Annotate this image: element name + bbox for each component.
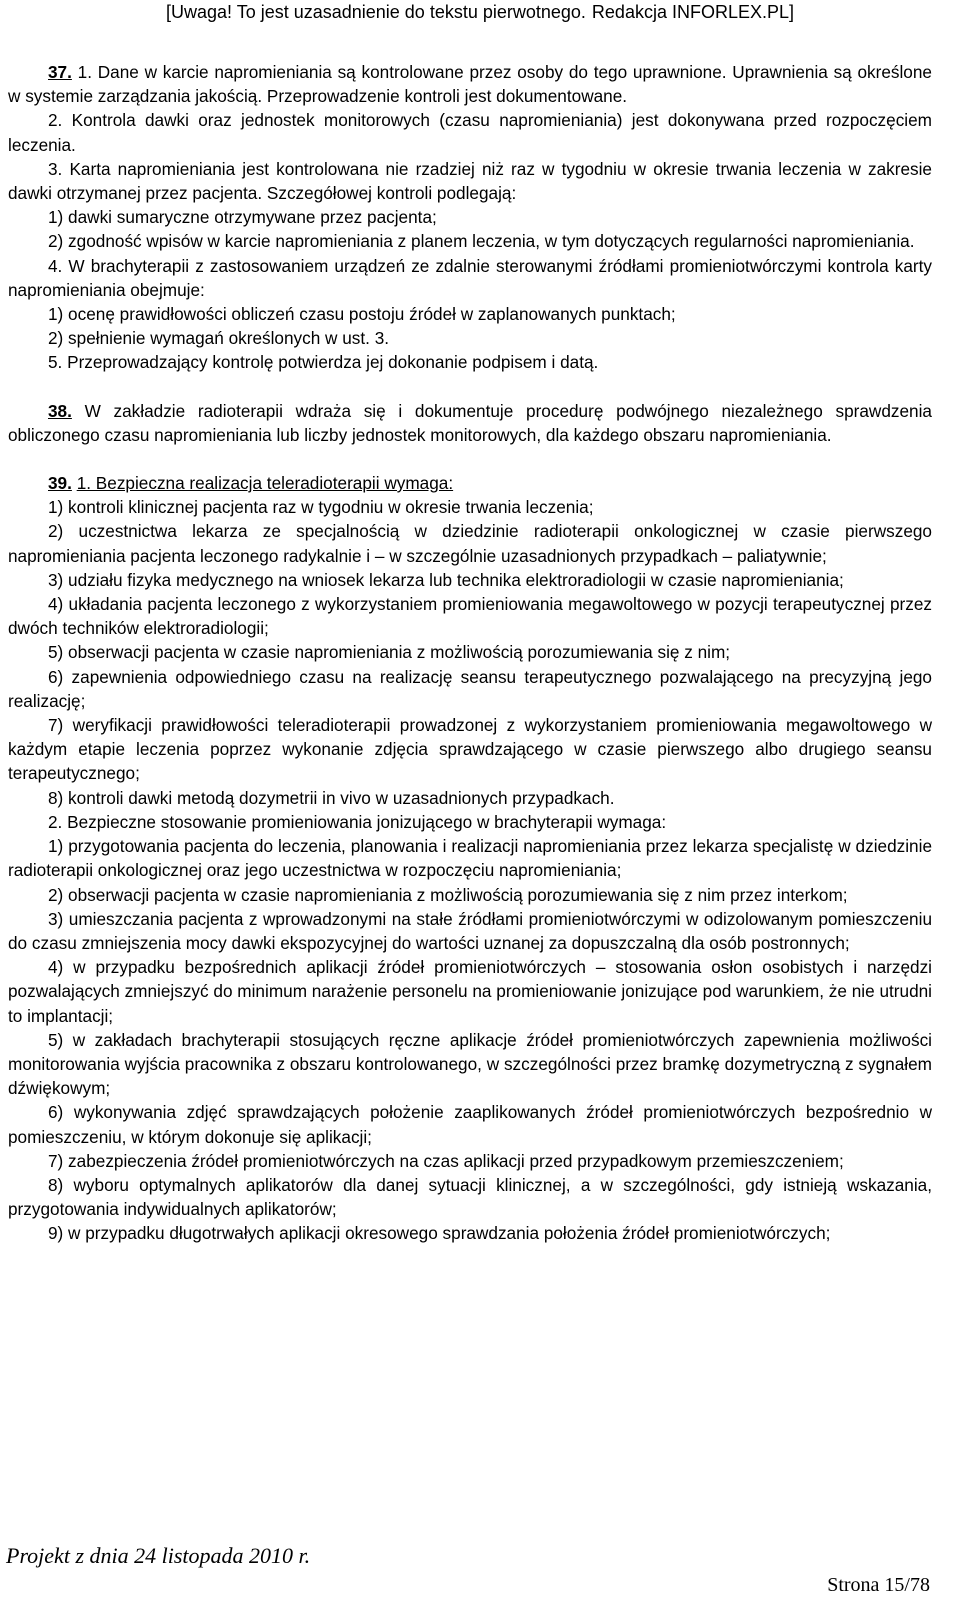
document-body	[8, 60, 932, 1246]
section-39-number: 39.	[48, 473, 72, 494]
list-item: 3) umieszczania pacjenta z wprowadzonymi na stałe źródłami promieniotwórczymi w odizolowanym pomieszczeniu do czasu zmniejszenia mocy dawki ekspozycyjnej do wartości uznanej za dopuszczalną dla osób postronnych;	[8, 908, 932, 953]
section-39-para-2-list	[8, 834, 932, 1245]
list-item: 4) w przypadku bezpośrednich aplikacji źródeł promieniotwórczych – stosowania osłon osobistych i narzędzi pozwalających zmniejszyć do minimum narażenie personelu na promieniowanie jonizujące pod warunkiem, że nie utrudni to implantacji;	[8, 957, 932, 1026]
spacer	[8, 447, 932, 471]
list-item: 5) w zakładach brachyterapii stosujących ręczne aplikacje źródeł promieniotwórczych zapewnienia możliwości monitorowania wyjścia pracownika z obszaru kontrolowanego, w szczególności przez bramkę dozymetryczną z sygnałem dźwiękowym;	[8, 1029, 932, 1099]
section-37-para-3-list	[8, 205, 932, 253]
section-37-para-2: 2. Kontrola dawki oraz jednostek monitorowych (czasu napromieniania) jest dokonywana przed rozpoczęciem leczenia.	[8, 110, 932, 155]
list-item: 4) układania pacjenta leczonego z wykorzystaniem promieniowania megawoltowego w pozycji terapeutycznej przez dwóch techników elektroradiologii;	[8, 594, 932, 639]
list-item: 5) obserwacji pacjenta w czasie napromieniania z możliwością porozumiewania się z nim;	[48, 642, 731, 663]
section-38-para	[8, 399, 932, 447]
list-item: 9) w przypadku długotrwałych aplikacji okresowego sprawdzania położenia źródeł promieniotwórczych;	[48, 1223, 831, 1244]
list-item: 2) obserwacji pacjenta w czasie napromieniania z możliwością porozumiewania się z nim przez interkom;	[48, 884, 848, 905]
list-item: 7) zabezpieczenia źródeł promieniotwórczych na czas aplikacji przed przypadkowym przemieszczeniem;	[48, 1150, 844, 1171]
list-item: 6) zapewnienia odpowiedniego czasu na realizację seansu terapeutycznego pozwalającego na precyzyjną jego realizację;	[8, 666, 932, 711]
section-39-para-2: 2. Bezpieczne stosowanie promieniowania jonizującego w brachyterapii wymaga:	[48, 811, 667, 832]
list-item: 1) ocenę prawidłowości obliczeń czasu postoju źródeł w zaplanowanych punktach;	[48, 304, 676, 325]
section-37-text-1: 1. Dane w karcie napromieniania są kontrolowane przez osoby do tego uprawnione. Uprawnienia są określone w systemie zarządzania jakością. Przeprowadzenie kontroli jest dokumentowane.	[8, 62, 932, 107]
list-item: 3) udziału fizyka medycznego na wniosek lekarza lub technika elektroradiologii w czasie napromieniania;	[48, 569, 844, 590]
section-39-intro-1: 1. Bezpieczna realizacja teleradioterapii wymaga:	[76, 473, 454, 494]
list-item: 1) kontroli klinicznej pacjenta raz w tygodniu w okresie trwania leczenia;	[48, 497, 594, 518]
section-39-para-1	[8, 471, 932, 495]
section-38-text: W zakładzie radioterapii wdraża się i dokumentuje procedurę podwójnego niezależnego sprawdzenia obliczonego czasu napromieniania lub liczby jednostek monitorowych, dla każdego obszaru napromieniania.	[8, 400, 932, 445]
list-item: 7) weryfikacji prawidłowości teleradioterapii prowadzonej z wykorzystaniem promieniowania megawoltowego w każdym etapie leczenia poprzez wykonanie zdjęcia sprawdzającego w czasie pierwszego albo drugiego seansu terapeutycznego;	[8, 715, 932, 784]
section-37-number: 37.	[48, 62, 72, 82]
section-37-para-4: 4. W brachyterapii z zastosowaniem urządzeń ze zdalnie sterowanymi źródłami promieniotwórczymi kontrola karty napromieniania obejmuje:	[8, 255, 932, 300]
list-item: 1) dawki sumaryczne otrzymywane przez pacjenta;	[48, 207, 437, 228]
page-number: Strona 15/78	[827, 1574, 930, 1596]
section-37-para-5: 5. Przeprowadzający kontrolę potwierdza jej dokonanie podpisem i datą.	[48, 352, 599, 373]
list-item: 6) wykonywania zdjęć sprawdzających położenie zaaplikowanych źródeł promieniotwórczych bezpośrednio w pomieszczeniu, w którym dokonuje się aplikacji;	[8, 1102, 932, 1147]
list-item: 2) zgodność wpisów w karcie napromieniania z planem leczenia, w tym dotyczących regularności napromieniania.	[48, 231, 915, 252]
section-37-para-4-list	[8, 302, 932, 350]
section-38-number: 38.	[48, 400, 72, 421]
header-source: Redakcja INFORLEX.PL]	[591, 2, 794, 22]
list-item: 2) uczestnictwa lekarza ze specjalnością w dziedzinie radioterapii onkologicznej w czasie pierwszego napromieniania pacjenta leczonego radykalnie i – w szczególnie uzasadnionych przypadkach – paliatywnie;	[8, 521, 932, 566]
header-note: [Uwaga! To jest uzasadnienie do tekstu pierwotnego.	[165, 2, 586, 22]
list-item: 2) spełnienie wymagań określonych w ust. 3.	[48, 328, 390, 349]
page-header	[0, 2, 960, 23]
spacer	[8, 375, 932, 399]
section-37-para-1	[8, 60, 932, 108]
list-item: 8) wyboru optymalnych aplikatorów dla danej sytuacji klinicznej, a w szczególności, gdy istnieją wskazania, przygotowania indywidualnych aplikatorów;	[8, 1174, 932, 1220]
list-item: 1) przygotowania pacjenta do leczenia, planowania i realizacji napromieniania przez lekarza specjalistę w dziedzinie radioterapii onkologicznej oraz jego uczestnictwa w rozpoczęciu napromieniania;	[8, 836, 932, 881]
section-39-para-1-list	[8, 495, 932, 810]
draft-date: Projekt z dnia 24 listopada 2010 r.	[6, 1543, 311, 1568]
section-37-para-3: 3. Karta napromieniania jest kontrolowana nie rzadziej niż raz w tygodniu w okresie trwania leczenia w zakresie dawki otrzymanej przez pacjenta. Szczegółowej kontroli podlegają:	[8, 158, 932, 204]
list-item: 8) kontroli dawki metodą dozymetrii in vivo w uzasadnionych przypadkach.	[48, 787, 615, 808]
